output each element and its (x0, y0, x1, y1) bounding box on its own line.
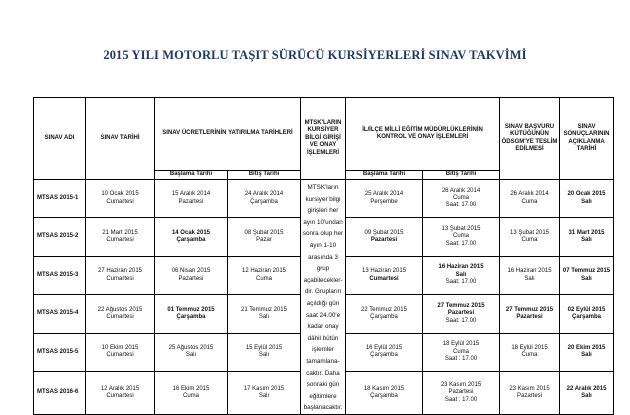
dir-end-date: 26 Aralık 2014 (441, 187, 481, 194)
dir-end-cell (423, 256, 500, 294)
mtsk-note-line: arasında 3 (308, 253, 338, 261)
exam-schedule-table (33, 97, 614, 415)
dir-start-cell (346, 295, 423, 333)
dir-end-date: 23 Kasım 2015 (440, 381, 482, 388)
document-title: 2015 YILI MOTORLU TAŞIT SÜRÜCÜ KURSİYERLERİ SINAV TAKVİMİ (103, 48, 527, 62)
dir-start-day: Perşembe (370, 198, 398, 205)
fee-start-cell (155, 256, 228, 294)
registry-cell (500, 333, 560, 371)
exam-day: Cumartesi (106, 313, 134, 320)
fee-end-date: 12 Haziran 2015 (241, 268, 287, 275)
fee-start-day: Pazartesi (178, 198, 204, 205)
mtsk-note-line: açabilecekler- (303, 276, 343, 284)
header-results: SINAV SONUÇLARININ AÇIKLANMA TARİHİ (560, 98, 614, 180)
exam-date-cell (86, 372, 155, 415)
dir-end-day: Salı (455, 271, 467, 278)
fee-start-cell (155, 218, 228, 256)
header-registry: SINAV BAŞVURU KÜTÜĞÜNÜN ÖDSGM'YE TESLİM EDİLMESİ (500, 98, 560, 180)
dir-start-day: Çarşamba (370, 352, 398, 359)
fee-end-date: 08 Şubat 2015 (244, 229, 284, 236)
fee-start-cell (155, 180, 228, 218)
mtsk-note-line: grup (316, 265, 330, 273)
exam-name-cell (34, 372, 86, 415)
results-date: 02 Eylül 2015 (567, 306, 606, 313)
dir-end-day: Pazartesi (447, 310, 475, 317)
dir-start-date: 25 Aralık 2014 (364, 191, 404, 198)
dir-end-time: Saat: 17.00 (445, 317, 477, 324)
registry-date: 26 Aralık 2014 (510, 191, 549, 198)
mtsk-note-line: kursiyer bilgi (305, 195, 341, 203)
mtsk-note-line: başlanacaktır. (303, 404, 343, 412)
fee-start-cell (155, 295, 228, 333)
results-cell (560, 333, 614, 371)
mtsk-note-line: işlemler (312, 346, 334, 354)
dir-end-time: Saat : 17.00 (444, 356, 478, 363)
dir-start-cell (346, 180, 423, 218)
header-dir-start: Başlama Tarihi (346, 171, 423, 180)
exam-name-cell (34, 218, 86, 256)
exam-name: MTSAS 2015-3 (37, 271, 79, 278)
header-fee-start: Başlama Tarihi (155, 171, 228, 180)
dir-end-date: 13 Şubat 2015 (441, 226, 481, 232)
results-date: 20 Ocak 2015 (567, 191, 606, 198)
registry-cell (500, 180, 560, 218)
exam-date: 21 Mart 2015 (102, 229, 138, 236)
dir-start-cell (346, 333, 423, 371)
registry-date: 27 Temmuz 2015 (505, 306, 554, 313)
fee-start-date: 14 Ocak 2015 (171, 229, 211, 236)
fee-end-cell (228, 372, 301, 415)
results-day: Salı (581, 237, 592, 244)
fee-start-day: Salı (185, 352, 197, 359)
registry-cell (500, 295, 560, 333)
exam-date: 12 Aralık 2015 (100, 385, 140, 392)
mtsk-note-line: kadar onay (307, 323, 339, 331)
exam-name: MTSAS 2015-4 (37, 310, 79, 317)
fee-end-cell (228, 256, 301, 294)
dir-end-cell (423, 295, 500, 333)
exam-date-cell (86, 295, 155, 333)
results-date: 31 Mart 2015 (568, 229, 605, 236)
registry-day: Pazartesi (516, 313, 543, 320)
exam-date-cell (86, 333, 155, 371)
dir-start-day: Pazartesi (370, 237, 398, 244)
dir-end-date: 16 Haziran 2015 (438, 264, 484, 271)
fee-end-cell (228, 295, 301, 333)
fee-start-date: 15 Aralık 2014 (171, 191, 211, 198)
results-day: Salı (581, 352, 592, 359)
dir-end-cell (423, 218, 500, 256)
exam-date: 10 Ocak 2015 (101, 191, 139, 198)
mtsk-note-line: ayın 1-10 (309, 241, 337, 249)
registry-date: 23 Kasım 2015 (509, 385, 550, 392)
fee-start-day: Çarşamba (176, 313, 206, 320)
dir-start-day: Çarşamba (370, 313, 398, 320)
registry-date: 16 Haziran 2015 (507, 268, 552, 275)
fee-start-date: 01 Temmuz 2015 (167, 306, 215, 313)
mtsk-note-line: açıldığı gün (306, 299, 340, 307)
table-row (34, 180, 614, 218)
registry-cell (500, 256, 560, 294)
exam-name-cell (34, 256, 86, 294)
header-row (34, 98, 614, 171)
fee-end-day: Salı (258, 313, 270, 320)
fee-end-day: Salı (258, 352, 270, 359)
mtsk-note-line: sonraki gün (306, 381, 340, 389)
dir-start-cell (346, 372, 423, 415)
fee-end-day: Salı (258, 392, 270, 399)
exam-name: MTSAS 2015-5 (37, 348, 79, 355)
exam-date: 27 Haziran 2015 (97, 268, 143, 275)
results-date: 22 Aralık 2015 (566, 385, 607, 392)
registry-day: Cuma (521, 237, 538, 244)
exam-date: 10 Ekim 2015 (101, 344, 139, 351)
results-day: Salı (581, 198, 592, 205)
exam-name: MTSAS 2015-2 (37, 233, 79, 240)
fee-end-day: Cuma (256, 275, 273, 282)
fee-end-date: 15 Eylül 2015 (245, 344, 283, 351)
mtsk-note-line: dâhil bütün (307, 334, 339, 342)
exam-day: Cumartesi (106, 198, 134, 205)
header-fee-dates: SINAV ÜCRETLERİNİN YATIRILMA TARİHLERİ (155, 98, 301, 171)
results-day: Çarşamba (572, 313, 602, 320)
dir-end-cell (423, 333, 500, 371)
fee-end-date: 17 Kasım 2015 (243, 385, 285, 392)
registry-cell (500, 372, 560, 415)
results-cell (560, 180, 614, 218)
results-cell (560, 218, 614, 256)
exam-name: MTSAS 2016-6 (37, 389, 79, 396)
dir-end-day: Cuma (453, 233, 470, 240)
header-directorate: İL/İLÇE MİLLİ EĞİTİM MÜDÜRLÜKLERİNİN KONTROL VE ONAY İŞLEMLERİ (346, 98, 500, 171)
dir-end-time: Saat: 17.00 (445, 279, 477, 286)
mtsk-note-line: caktır. Daha (306, 369, 340, 377)
dir-start-date: 18 Kasım 2015 (363, 385, 405, 392)
results-cell (560, 372, 614, 415)
dir-start-day: Cumartesi (369, 275, 399, 282)
mtsk-note-line: dir. Grupların (304, 288, 342, 296)
fee-start-date: 16 Ekim 2015 (172, 385, 210, 392)
results-date: 20 Ekim 2015 (567, 344, 606, 351)
dir-end-day: Cuma (453, 195, 470, 201)
fee-start-day: Çarşamba (176, 237, 206, 244)
registry-cell (500, 218, 560, 256)
exam-date-cell (86, 180, 155, 218)
exam-day: Cumartesi (106, 392, 134, 399)
fee-end-cell (228, 333, 301, 371)
exam-name-cell (34, 295, 86, 333)
dir-start-date: 13 Haziran 2015 (362, 268, 407, 275)
exam-day: Cumartesi (106, 352, 134, 359)
mtsk-note-line: girişleri her (307, 207, 339, 215)
mtsk-note-line: MTSK'ların (307, 184, 339, 191)
fee-start-cell (155, 372, 228, 415)
mtsk-note-line: ayın 10'undan (303, 218, 343, 226)
exam-name-cell (34, 333, 86, 371)
dir-end-cell (423, 180, 500, 218)
dir-start-day: Çarşamba (370, 392, 398, 399)
fee-start-date: 06 Nisan 2015 (171, 268, 211, 275)
results-day: Salı (581, 275, 592, 282)
registry-day: Pazartesi (517, 392, 543, 399)
exam-day: Cumartesi (106, 275, 134, 282)
dir-start-cell (346, 256, 423, 294)
mtsk-note-line: saat 24.00'e (305, 311, 341, 319)
dir-end-cell (423, 372, 500, 415)
mtsk-note-line: sonra olup her (302, 230, 344, 238)
fee-start-day: Cuma (182, 392, 199, 399)
registry-day: Cuma (521, 352, 538, 359)
fee-end-date: 21 Temmuz 2015 (241, 306, 287, 313)
dir-end-date: 18 Eylül 2015 (442, 341, 480, 348)
exam-name: MTSAS 2015-1 (37, 195, 79, 201)
exam-day: Cumartesi (106, 237, 134, 244)
fee-start-cell (155, 333, 228, 371)
registry-day: Cuma (521, 198, 538, 205)
dir-end-day: Cuma (453, 348, 470, 355)
dir-end-time: Saat : 17.00 (444, 396, 478, 403)
header-dir-end: Bitiş Tarihi (423, 171, 500, 180)
fee-end-cell (228, 180, 301, 218)
results-day: Salı (581, 392, 592, 399)
fee-end-day: Pazar (256, 237, 272, 244)
header-fee-end: Bitiş Tarihi (228, 171, 301, 180)
fee-start-date: 25 Ağustos 2015 (168, 344, 214, 351)
header-exam-date: SINAV TARİHİ (86, 98, 155, 180)
registry-date: 18 Eylül 2015 (511, 344, 548, 351)
exam-name-cell (34, 180, 86, 218)
results-cell (560, 256, 614, 294)
mtsk-note-cell (301, 180, 346, 415)
header-mtsk: MTSK'LARIN KURSİYER BİLGİ GİRİŞİ VE ONAY İŞLEMLERİ (301, 98, 346, 180)
mtsk-note-line: eğitimlere (309, 392, 337, 400)
fee-start-day: Pazartesi (178, 275, 204, 282)
dir-end-day: Pazartesi (448, 389, 474, 396)
dir-end-time: Saat: 17.00 (445, 202, 477, 209)
dir-start-date: 22 Temmuz 2015 (361, 306, 407, 313)
exam-date-cell (86, 218, 155, 256)
dir-start-date: 16 Eylül 2015 (365, 344, 403, 351)
dir-end-time: Saat: 17.00 (445, 240, 477, 247)
results-date: 07 Temmuz 2015 (562, 268, 611, 275)
fee-end-date: 24 Aralık 2014 (244, 191, 284, 198)
dir-start-cell (346, 218, 423, 256)
mtsk-note-line: tamamlana- (306, 357, 340, 365)
fee-end-cell (228, 218, 301, 256)
fee-end-day: Çarşamba (250, 198, 278, 205)
header-exam-name: SINAV ADI (34, 98, 86, 180)
registry-day: Salı (524, 275, 535, 282)
dir-start-date: 09 Şubat 2015 (364, 229, 404, 236)
exam-date: 22 Ağustos 2015 (97, 306, 143, 313)
results-cell (560, 295, 614, 333)
registry-date: 13 Şubat 2015 (509, 229, 550, 236)
dir-end-date: 27 Temmuz 2015 (437, 302, 485, 309)
exam-date-cell (86, 256, 155, 294)
